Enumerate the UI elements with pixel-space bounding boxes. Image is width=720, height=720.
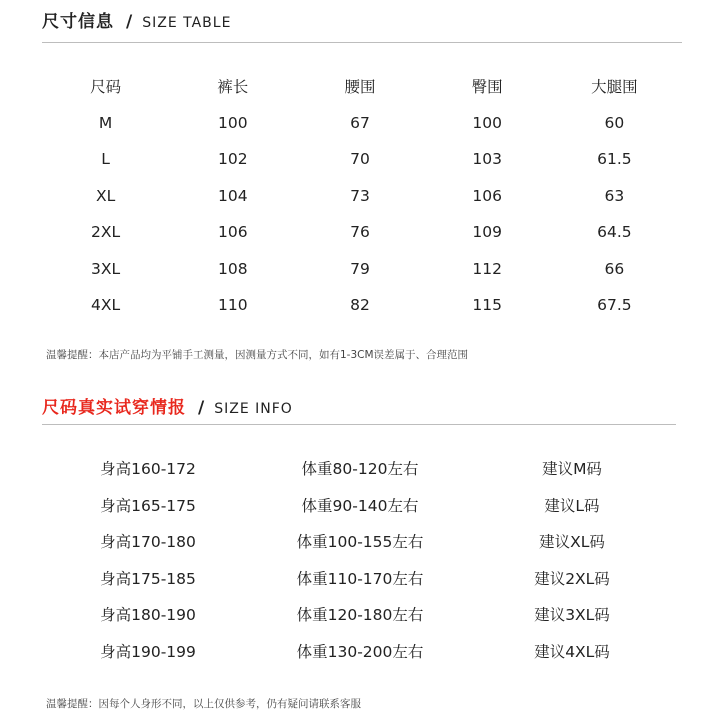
table-row	[42, 214, 678, 251]
header-length: 裤长	[217, 78, 249, 97]
size-table-title-en: SIZE TABLE	[142, 15, 232, 31]
cell-thigh: 61.5	[597, 150, 632, 169]
cell-thigh: 64.5	[597, 223, 632, 242]
cell-hip: 112	[472, 259, 502, 278]
cell-height: 身高165-175	[100, 496, 196, 515]
cell-height: 身高180-190	[100, 606, 196, 625]
size-info-table	[42, 450, 678, 669]
size-table-note: 温馨提醒：本店产品均为平铺手工测量，因测量方式不同，如有1-3CM误差属于、合理范围	[46, 349, 469, 361]
cell-hip: 109	[472, 223, 502, 242]
cell-size: M	[98, 113, 113, 132]
cell-suggestion: 建议3XL码	[534, 606, 610, 625]
table-row	[42, 523, 678, 560]
cell-suggestion: 建议M码	[542, 460, 602, 479]
cell-weight: 体重90-140左右	[301, 496, 419, 515]
table-row	[42, 105, 678, 142]
table-row	[42, 178, 678, 215]
cell-waist: 76	[350, 223, 370, 242]
size-info-divider	[42, 424, 676, 425]
cell-hip: 115	[472, 296, 502, 315]
cell-thigh: 67.5	[597, 296, 632, 315]
cell-suggestion: 建议2XL码	[534, 569, 610, 588]
cell-size: 3XL	[91, 259, 121, 278]
header-size: 尺码	[90, 78, 122, 97]
size-info-title-en: SIZE INFO	[214, 401, 293, 417]
size-table-header	[42, 7, 231, 32]
cell-height: 身高170-180	[100, 533, 196, 552]
cell-waist: 82	[350, 296, 370, 315]
cell-weight: 体重100-155左右	[296, 533, 424, 552]
table-row	[42, 633, 678, 670]
cell-length: 102	[217, 150, 248, 169]
header-hip: 臀围	[471, 78, 503, 97]
cell-hip: 103	[472, 150, 502, 169]
table-row	[42, 141, 678, 178]
size-table-header-row	[42, 68, 678, 105]
cell-hip: 106	[472, 186, 502, 205]
cell-size: L	[101, 150, 110, 169]
size-table-separator: /	[126, 12, 133, 32]
table-row	[42, 487, 678, 524]
cell-thigh: 63	[604, 186, 625, 205]
size-table-title-cn: 尺寸信息	[42, 12, 114, 32]
cell-weight: 体重120-180左右	[296, 606, 424, 625]
cell-weight: 体重80-120左右	[301, 460, 419, 479]
cell-height: 身高160-172	[100, 460, 196, 479]
cell-size: 2XL	[91, 223, 121, 242]
table-row	[42, 596, 678, 633]
cell-suggestion: 建议4XL码	[534, 642, 610, 661]
cell-hip: 100	[472, 113, 502, 132]
cell-length: 106	[217, 223, 248, 242]
table-row	[42, 251, 678, 288]
cell-thigh: 60	[604, 113, 625, 132]
cell-waist: 79	[350, 259, 370, 278]
size-info-header	[42, 393, 293, 418]
cell-length: 110	[217, 296, 248, 315]
cell-waist: 70	[350, 150, 370, 169]
size-table-divider	[42, 42, 682, 43]
cell-waist: 67	[350, 113, 370, 132]
size-info-separator: /	[198, 398, 205, 418]
cell-length: 108	[217, 259, 248, 278]
cell-size: 4XL	[91, 296, 121, 315]
header-thigh: 大腿围	[591, 78, 638, 97]
cell-height: 身高175-185	[100, 569, 196, 588]
table-row	[42, 450, 678, 487]
cell-waist: 73	[350, 186, 370, 205]
cell-thigh: 66	[604, 259, 625, 278]
size-info-note: 温馨提醒：因每个人身形不同，以上仅供参考，仍有疑问请联系客服	[46, 698, 361, 710]
table-row	[42, 287, 678, 324]
size-table	[42, 68, 678, 324]
cell-suggestion: 建议L码	[544, 496, 600, 515]
size-info-title-cn: 尺码真实试穿情报	[42, 398, 186, 418]
cell-suggestion: 建议XL码	[539, 533, 605, 552]
cell-size: XL	[95, 186, 116, 205]
cell-length: 104	[217, 186, 248, 205]
cell-height: 身高190-199	[100, 642, 196, 661]
cell-weight: 体重130-200左右	[296, 642, 424, 661]
table-row	[42, 560, 678, 597]
cell-weight: 体重110-170左右	[296, 569, 424, 588]
cell-length: 100	[217, 113, 248, 132]
header-waist: 腰围	[344, 78, 376, 97]
